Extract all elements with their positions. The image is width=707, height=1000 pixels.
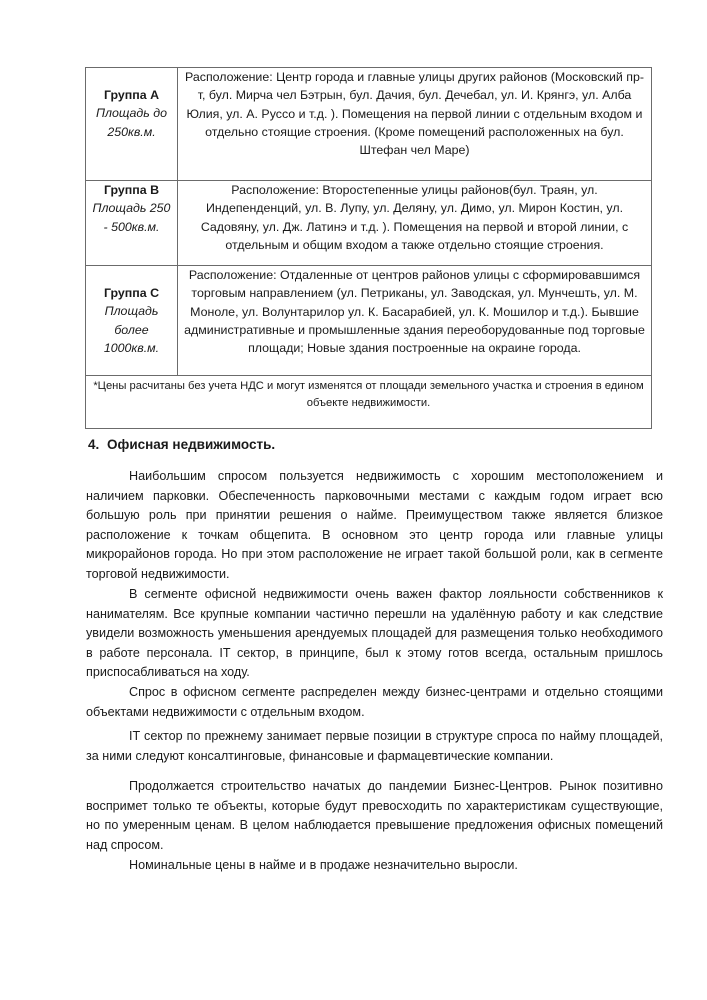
group-cell xyxy=(86,266,178,376)
table-row xyxy=(86,181,652,266)
group-description: Расположение: Центр города и главные улицы других районов (Московский пр-т, бул. Мирча чел Бэтрын, бул. Дачия, бул. Дечебал, ул. И. Крянгэ, ул. Алба Юлия, ул. А. Руссо и т.д. ). Помещения на первой линии с отдельным входом и отдельно стоящие строения. (Кроме помещений расположенных на бул. Штефан чел Маре) xyxy=(178,68,652,181)
section-title: Офисная недвижимость. xyxy=(107,437,276,452)
paragraph: Спрос в офисном сегменте распределен между бизнес-центрами и отдельно стоящими объектами недвижимости с отдельным входом. xyxy=(86,685,663,719)
section-number: 4. xyxy=(88,437,100,452)
group-area: Площадь до 250кв.м. xyxy=(96,106,167,139)
table-note-row xyxy=(86,376,652,429)
group-area: Площадь более 1000кв.м. xyxy=(103,304,160,355)
paragraph: Номинальные цены в найме и в продаже незначительно выросли. xyxy=(129,858,518,872)
group-description: Расположение: Отдаленные от центров районов улицы с сформировавшимся торговым направлением (ул. Петриканы, ул. Заводская, ул. Мунчешть, ул. М. Моноле, ул. Волунтарилор ул. К. Басарабией, ул. К. Мошилор и т.д.). Бывшие административные и промышленные здания переоборудованные под торговые площади; Новые здания построенные на окраине города. xyxy=(178,266,652,376)
group-area: Площадь 250 - 500кв.м. xyxy=(92,201,171,234)
paragraph: Наибольшим спросом пользуется недвижимость с хорошим местоположением и наличием парковки. Обеспеченность парковочными местами с каждым годом играет всю большую роль при принятии решения о найме. Преимуществом также является близкое расположение к точкам общепита. В основном это центр города или главные улицы микрорайонов города. Но при этом расположение не играет такой большой роли, как в сегменте торговой недвижимости. xyxy=(86,469,663,581)
table-row xyxy=(86,68,652,181)
paragraph: Продолжается строительство начатых до пандемии Бизнес-Центров. Рынок позитивно воспримет только те объекты, которые будут превосходить по характеристикам существующие, но по умеренным ценам. В целом наблюдается превышение предложения офисных помещений над спросом. xyxy=(86,779,663,852)
section-heading xyxy=(88,437,275,452)
group-name: Группа В xyxy=(103,183,160,197)
paragraph: В сегменте офисной недвижимости очень важен фактор лояльности собственников к нанимателям. Все крупные компании частично перешли на удалённую работу и как следствие увидели возможность уменьшения арендуемых площадей для размещения только необходимого в работе персонала. IT сектор, в принципе, был к этому готов всегда, остальным пришлось приспосабливаться на ходу. xyxy=(86,587,663,680)
table-note: *Цены расчитаны без учета НДС и могут изменятся от площади земельного участка и строения в едином объекте недвижимости. xyxy=(86,376,652,429)
group-name: Группа С xyxy=(103,285,160,300)
group-description: Расположение: Второстепенные улицы районов(бул. Траян, ул. Индепенденций, ул. В. Лупу, ул. Деляну, ул. Димо, ул. Мирон Костин, ул. Садовяну, ул. Дж. Латинэ и т.д. ). Помещения на первой и второй линии, с отдельным и общим входом а также отдельно стоящие строения. xyxy=(178,181,652,266)
location-groups-table xyxy=(85,67,652,429)
group-cell xyxy=(86,181,178,266)
group-cell xyxy=(86,68,178,181)
table-row xyxy=(86,266,652,376)
group-name: Группа А xyxy=(103,88,160,102)
paragraph: IT сектор по прежнему занимает первые позиции в структуре спроса по найму площадей, за ними следуют консалтинговые, финансовые и фармацевтические компании. xyxy=(86,729,663,763)
